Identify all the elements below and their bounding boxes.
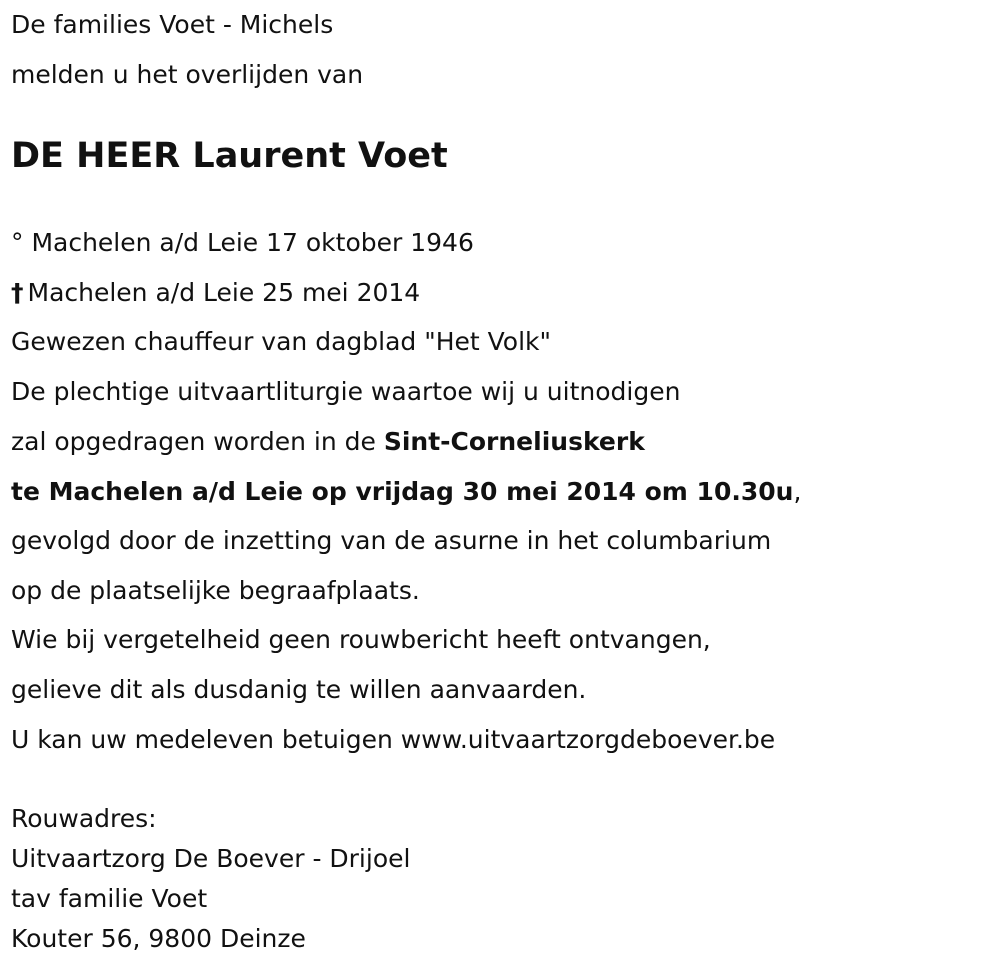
address-line-1: Uitvaartzorg De Boever - Drijoel: [11, 844, 411, 873]
address-label: Rouwadres:: [11, 804, 157, 833]
funeral-line-8: U kan uw medeleven betuigen www.uitvaartzorgdeboever.be: [11, 725, 776, 754]
funeral-line-2: [11, 427, 645, 457]
funeral-line-1: De plechtige uitvaartliturgie waartoe wij u uitnodigen: [11, 377, 681, 406]
funeral-line-4: gevolgd door de inzetting van de asurne in het columbarium: [11, 526, 772, 555]
funeral-line-6: Wie bij vergetelheid geen rouwbericht heeft ontvangen,: [11, 625, 711, 654]
occupation-line: Gewezen chauffeur van dagblad "Het Volk": [11, 327, 552, 356]
funeral-line-7: gelieve dit als dusdanig te willen aanvaarden.: [11, 675, 587, 704]
funeral-line-5: op de plaatselijke begraafplaats.: [11, 576, 420, 605]
deceased-name: DE HEER Laurent Voet: [11, 136, 448, 176]
church-name: Sint-Corneliuskerk: [383, 427, 645, 456]
birth-line: ° Machelen a/d Leie 17 oktober 1946: [11, 228, 474, 257]
funeral-line-2-prefix: zal opgedragen worden in de: [11, 427, 384, 456]
death-line: [11, 278, 420, 308]
address-line-2: tav familie Voet: [11, 884, 208, 913]
cross-icon: †: [11, 278, 24, 307]
funeral-date-place: te Machelen a/d Leie op vrijdag 30 mei 2014 om 10.30u: [11, 477, 794, 506]
funeral-line-3-suffix: ,: [793, 477, 802, 506]
address-line-3: Kouter 56, 9800 Deinze: [11, 924, 306, 953]
families-line: De families Voet - Michels: [11, 10, 334, 39]
announce-line: melden u het overlijden van: [11, 60, 364, 89]
funeral-line-3: [11, 477, 801, 507]
death-text: Machelen a/d Leie 25 mei 2014: [27, 278, 421, 307]
